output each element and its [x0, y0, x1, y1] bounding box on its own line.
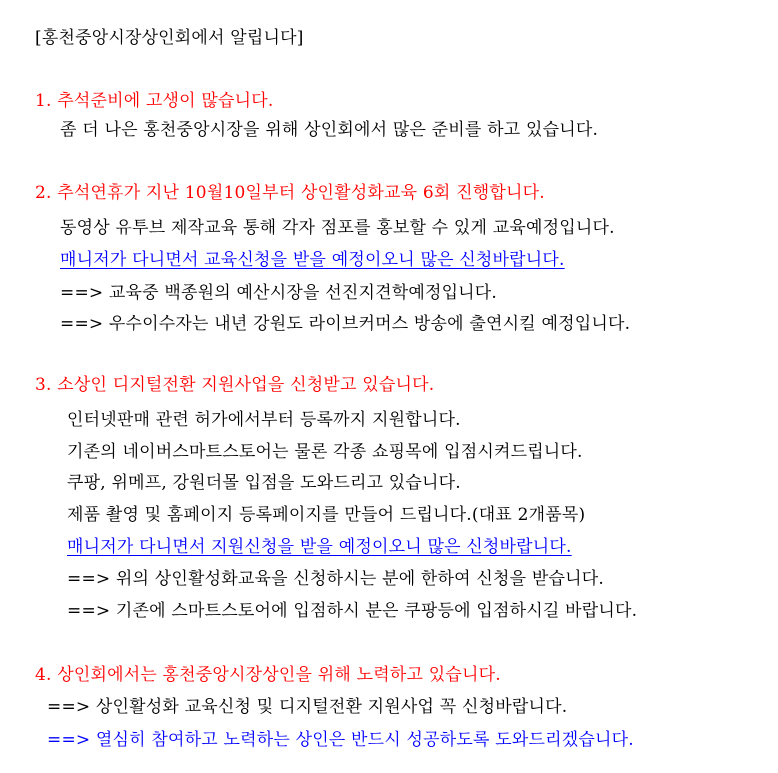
- section-3-line-2: 기존의 네이버스마트스토어는 물론 각종 쇼핑목에 입점시켜드립니다.: [67, 442, 583, 462]
- section-1-line-1: 좀 더 나은 홍천중앙시장을 위해 상인회에서 많은 준비를 하고 있습니다.: [60, 120, 599, 140]
- section-3-line-6: ==> 위의 상인활성화교육을 신청하시는 분에 한하여 신청을 받습니다.: [67, 569, 604, 589]
- section-1-heading: 1. 추석준비에 고생이 많습니다.: [35, 91, 274, 111]
- section-3-line-7: ==> 기존에 스마트스토어에 입점하시 분은 쿠팡등에 입점하시길 바랍니다.: [67, 601, 638, 621]
- section-3-heading: 3. 소상인 디지털전환 지원사업을 신청받고 있습니다.: [35, 375, 435, 395]
- section-3-line-4: 제품 촬영 및 홈페이지 등록페이지를 만들어 드립니다.(대표 2개품목): [67, 505, 586, 525]
- section-3-line-1: 인터넷판매 관련 허가에서부터 등록까지 지원합니다.: [67, 410, 461, 430]
- section-2-line-3: ==> 교육중 백종원의 예산시장을 선진지견학예정입니다.: [60, 283, 498, 303]
- section-3-line-3: 쿠팡, 위메프, 강원더몰 입점을 도와드리고 있습니다.: [67, 473, 461, 493]
- section-2-heading: 2. 추석연휴가 지난 10월10일부터 상인활성화교육 6회 진행합니다.: [35, 183, 545, 203]
- section-3-signup-notice: 매니저가 다니면서 지원신청을 받을 예정이오니 많은 신청바랍니다.: [67, 537, 572, 557]
- section-4-heading: 4. 상인회에서는 홍천중앙시장상인을 위해 노력하고 있습니다.: [35, 665, 501, 685]
- section-4-line-1: ==> 상인활성화 교육신청 및 디지털전환 지원사업 꼭 신청바랍니다.: [47, 697, 568, 717]
- section-4-closing-line: ==> 열심히 참여하고 노력하는 상인은 반드시 성공하도록 도와드리겠습니다.: [47, 730, 634, 750]
- notice-header: [홍천중앙시장상인회에서 알립니다]: [35, 28, 304, 48]
- section-2-signup-notice: 매니저가 다니면서 교육신청을 받을 예정이오니 많은 신청바랍니다.: [60, 250, 565, 270]
- section-2-line-4: ==> 우수이수자는 내년 강원도 라이브커머스 방송에 출연시킬 예정입니다.: [60, 314, 631, 334]
- section-2-line-1: 동영상 유투브 제작교육 통해 각자 점포를 홍보할 수 있게 교육예정입니다.: [60, 218, 615, 238]
